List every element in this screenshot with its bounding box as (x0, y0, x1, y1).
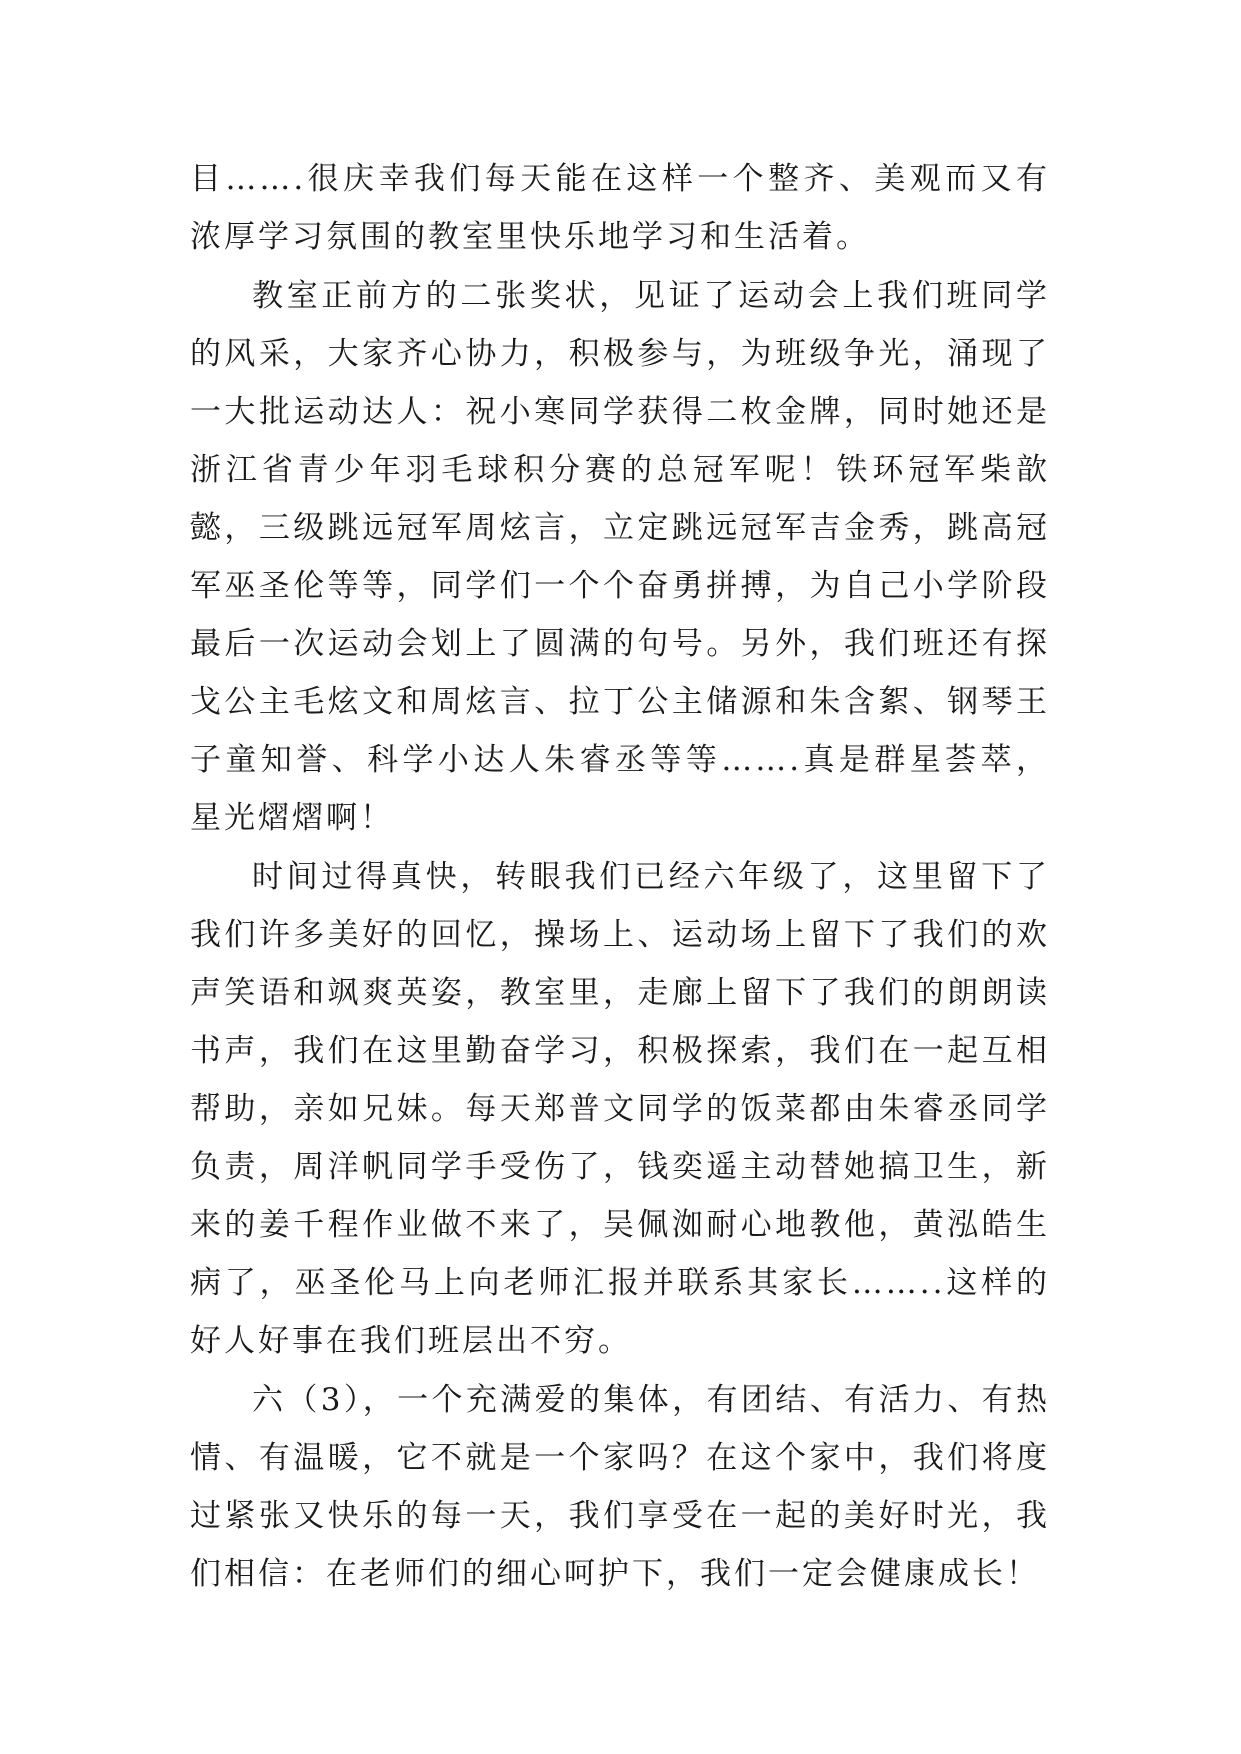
document-body (190, 150, 1050, 1604)
paragraph-conclusion: 六（3），一个充满爱的集体，有团结、有活力、有热情、有温暖，它不就是一个家吗？在这个家中，我们将度过紧张又快乐的每一天，我们享受在一起的美好时光，我们相信：在老师们的细心呵护下，我们一定会健康成长！ (190, 1382, 1050, 1592)
paragraph-continuation: 目…….很庆幸我们每天能在这样一个整齐、美观而又有浓厚学习氛围的教室里快乐地学习和生活着。 (190, 161, 1050, 255)
paragraph-memories: 时间过得真快，转眼我们已经六年级了，这里留下了我们许多美好的回忆，操场上、运动场上留下了我们的欢声笑语和飒爽英姿，教室里，走廊上留下了我们的朗朗读书声，我们在这里勤奋学习，积极探索，我们在一起互相帮助，亲如兄妹。每天郑普文同学的饭菜都由朱睿丞同学负责，周洋帆同学手受伤了，钱奕遥主动替她搞卫生，新来的姜千程作业做不来了，吴佩洳耐心地教他，黄泓皓生病了，巫圣伦马上向老师汇报并联系其家长……..这样的好人好事在我们班层出不穷。 (190, 859, 1050, 1359)
paragraph-awards: 教室正前方的二张奖状，见证了运动会上我们班同学的风采，大家齐心协力，积极参与，为班级争光，涌现了一大批运动达人：祝小寒同学获得二枚金牌，同时她还是浙江省青少年羽毛球积分赛的总冠军呢！铁环冠军柴歆懿，三级跳远冠军周炫言，立定跳远冠军吉金秀，跳高冠军巫圣伦等等，同学们一个个奋勇拼搏，为自己小学阶段最后一次运动会划上了圆满的句号。另外，我们班还有探戈公主毛炫文和周炫言、拉丁公主储源和朱含絮、钢琴王子童知誉、科学小达人朱睿丞等等…….真是群星荟萃，星光熠熠啊！ (190, 278, 1050, 836)
